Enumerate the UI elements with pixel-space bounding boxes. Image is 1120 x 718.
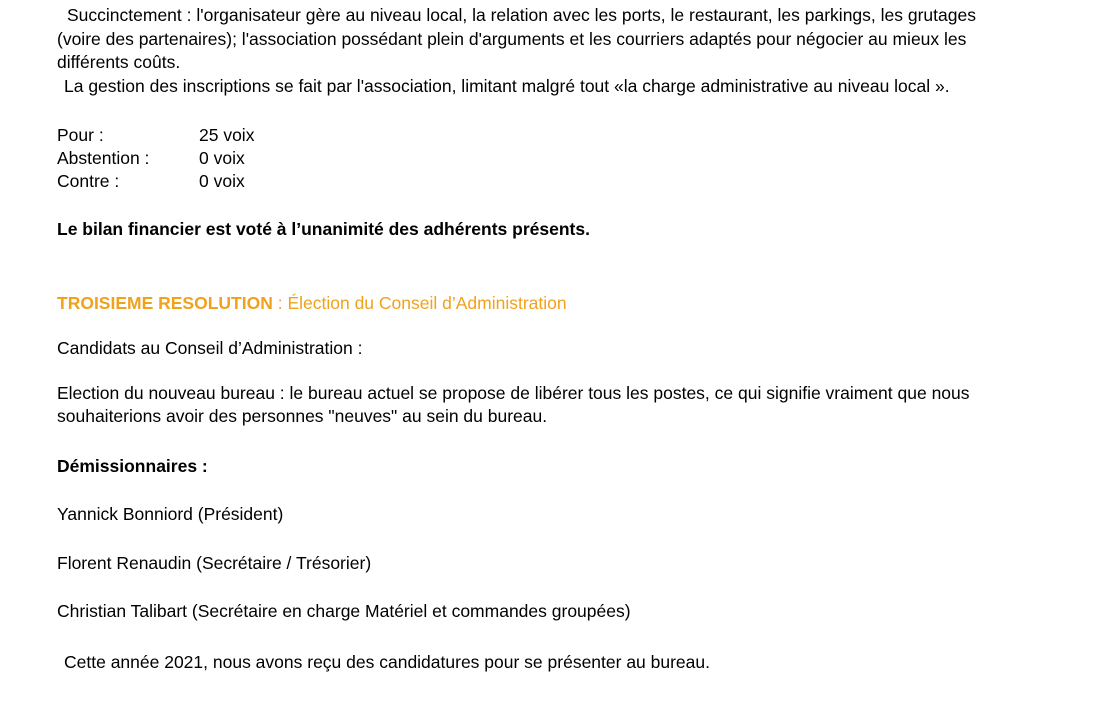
vote-label-contre: Contre :	[57, 171, 120, 191]
list-item: Florent Renaudin (Secrétaire / Trésorier)	[57, 552, 372, 573]
vote-value-contre: 0 voix	[199, 171, 245, 191]
resigning-label: Démissionnaires :	[57, 455, 208, 476]
paragraph-gestion-inscriptions: La gestion des inscriptions se fait par l'association, limitant malgré tout «la charge administrative au niveau local ».	[64, 75, 950, 96]
bilan-financier-statement: Le bilan financier est voté à l’unanimité des adhérents présents.	[57, 219, 590, 239]
document-body	[57, 4, 997, 674]
candidates-heading: Candidats au Conseil d’Administration :	[57, 338, 363, 358]
vote-value-abstention: 0 voix	[199, 148, 245, 168]
resolution-heading	[57, 292, 997, 316]
list-item: Christian Talibart (Secrétaire en charge Matériel et commandes groupées)	[57, 601, 631, 621]
vote-label-abstention: Abstention :	[57, 148, 150, 168]
list-item: Yannick Bonniord (Président)	[57, 504, 284, 524]
vote-row	[57, 170, 997, 193]
paragraph-succinctement: Succinctement : l'organisateur gère au niveau local, la relation avec les ports, le restaurant, les parkings, les grutages (voire des partenaires); l'association possédant plein d'arguments et les courriers adaptés pour négocier au mieux les différents coûts.	[57, 5, 976, 72]
paragraph-election-bureau: Election du nouveau bureau : le bureau actuel se propose de libérer tous les postes, ce qui signifie vraiment que nous souhaiterions avoir des personnes "neuves" au sein du bureau.	[57, 382, 970, 426]
closing-line: Cette année 2021, nous avons reçu des candidatures pour se présenter au bureau.	[64, 651, 710, 672]
vote-label-pour: Pour :	[57, 125, 104, 145]
resolution-subtitle: : Élection du Conseil d’Administration	[272, 292, 567, 313]
vote-row	[57, 124, 997, 147]
vote-value-pour: 25 voix	[199, 125, 255, 145]
resolution-title: TROISIEME RESOLUTION	[57, 292, 273, 313]
vote-row	[57, 147, 997, 170]
vote-results	[57, 124, 997, 193]
